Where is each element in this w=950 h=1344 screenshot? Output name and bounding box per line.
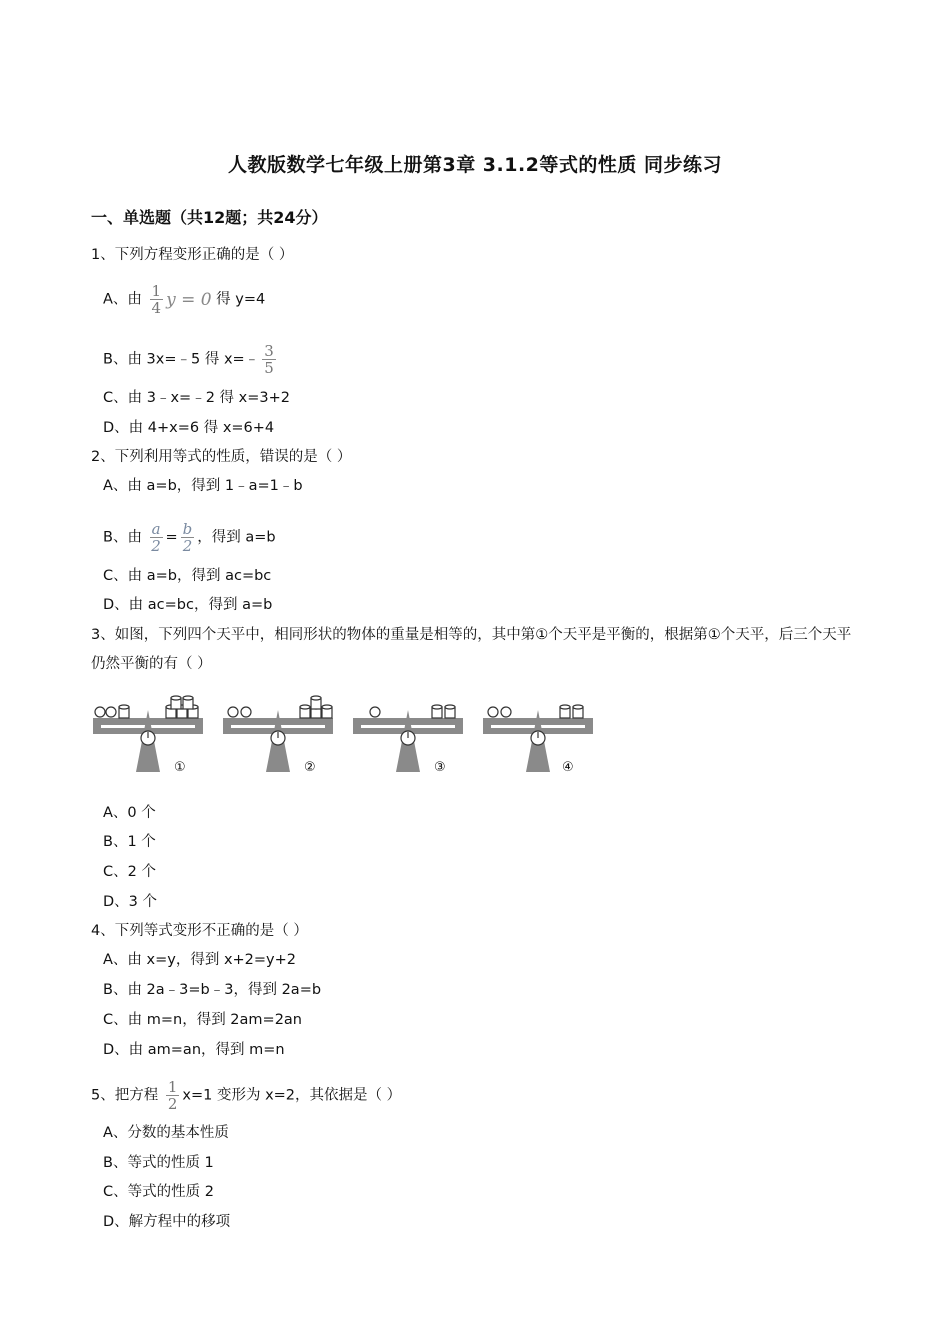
question-3-option-d[interactable]: D、3 个	[103, 894, 157, 910]
question-2-option-a[interactable]: A、由 a=b，得到 1﹣a=1﹣b	[103, 478, 303, 494]
fraction: $\frac{1}{2}$	[167, 1078, 178, 1113]
question-5-option-a[interactable]: A、分数的基本性质	[103, 1125, 229, 1141]
question-4-stem: 4、下列等式变形不正确的是（ ）	[91, 923, 308, 939]
option-suffix: 得 y=4	[216, 291, 266, 308]
balance-scale-3	[353, 705, 463, 772]
page-title: 人教版数学七年级上册第3章 3.1.2等式的性质 同步练习	[227, 154, 723, 176]
question-2-stem: 2、下列利用等式的性质，错误的是（ ）	[91, 449, 352, 465]
question-4-option-a[interactable]: A、由 x=y，得到 x+2=y+2	[103, 952, 297, 968]
figure-label-2: ②	[304, 760, 316, 775]
fraction: $\frac{1}{4}$	[151, 282, 162, 317]
figure-label-4: ④	[562, 760, 574, 775]
question-4-option-d[interactable]: D、由 am=an，得到 m=n	[103, 1042, 285, 1058]
question-5-option-d[interactable]: D、解方程中的移项	[103, 1214, 231, 1230]
question-1-option-b[interactable]	[103, 343, 279, 376]
question-2-option-b[interactable]	[103, 521, 276, 554]
figure-label-3: ③	[434, 760, 446, 775]
question-3-stem: 3、如图，下列四个天平中，相同形状的物体的重量是相等的，其中第①个天平是平衡的，根据第①个天平，后三个天平仍然平衡的有（ ）	[91, 627, 852, 672]
option-prefix: A、由	[103, 291, 142, 308]
balance-scales-figure	[88, 692, 608, 782]
question-3-option-c[interactable]: C、2 个	[103, 864, 156, 880]
question-1-option-c[interactable]: C、由 3﹣x=﹣2 得 x=3+2	[103, 390, 290, 406]
math-expression: y = 0	[166, 289, 212, 310]
option-prefix: B、由	[103, 529, 142, 546]
question-5-option-b[interactable]: B、等式的性质 1	[103, 1155, 214, 1171]
question-2-option-c[interactable]: C、由 a=b，得到 ac=bc	[103, 568, 272, 584]
question-3-option-a[interactable]: A、0 个	[103, 805, 156, 821]
balance-scale-4	[483, 705, 593, 772]
equals-sign: =	[165, 529, 178, 546]
question-5-stem	[91, 1079, 401, 1112]
balance-scale-2	[223, 696, 333, 772]
option-prefix: B、由 3x=﹣5 得 x=﹣	[103, 351, 260, 368]
fraction: $\frac{a}{2}$	[151, 520, 161, 555]
balance-scale-1	[93, 696, 203, 772]
fraction: $\frac{b}{2}$	[182, 520, 193, 555]
question-3-option-b[interactable]: B、1 个	[103, 834, 156, 850]
question-5-option-c[interactable]: C、等式的性质 2	[103, 1184, 214, 1200]
question-4-option-b[interactable]: B、由 2a﹣3=b﹣3，得到 2a=b	[103, 982, 322, 998]
section-heading: 一、单选题（共12题；共24分）	[91, 208, 328, 227]
option-suffix: ，得到 a=b	[197, 529, 276, 546]
question-4-option-c[interactable]: C、由 m=n，得到 2am=2an	[103, 1012, 302, 1028]
question-1-option-a[interactable]	[103, 283, 265, 316]
fraction: $\frac{3}{5}$	[264, 342, 274, 377]
question-1-option-d[interactable]: D、由 4+x=6 得 x=6+4	[103, 420, 275, 436]
question-1-stem: 1、下列方程变形正确的是（ ）	[91, 247, 294, 263]
figure-label-1: ①	[174, 760, 186, 775]
stem-suffix: x=1 变形为 x=2，其依据是（ ）	[182, 1087, 402, 1104]
question-2-option-d[interactable]: D、由 ac=bc，得到 a=b	[103, 597, 273, 613]
stem-prefix: 5、把方程	[91, 1087, 159, 1104]
